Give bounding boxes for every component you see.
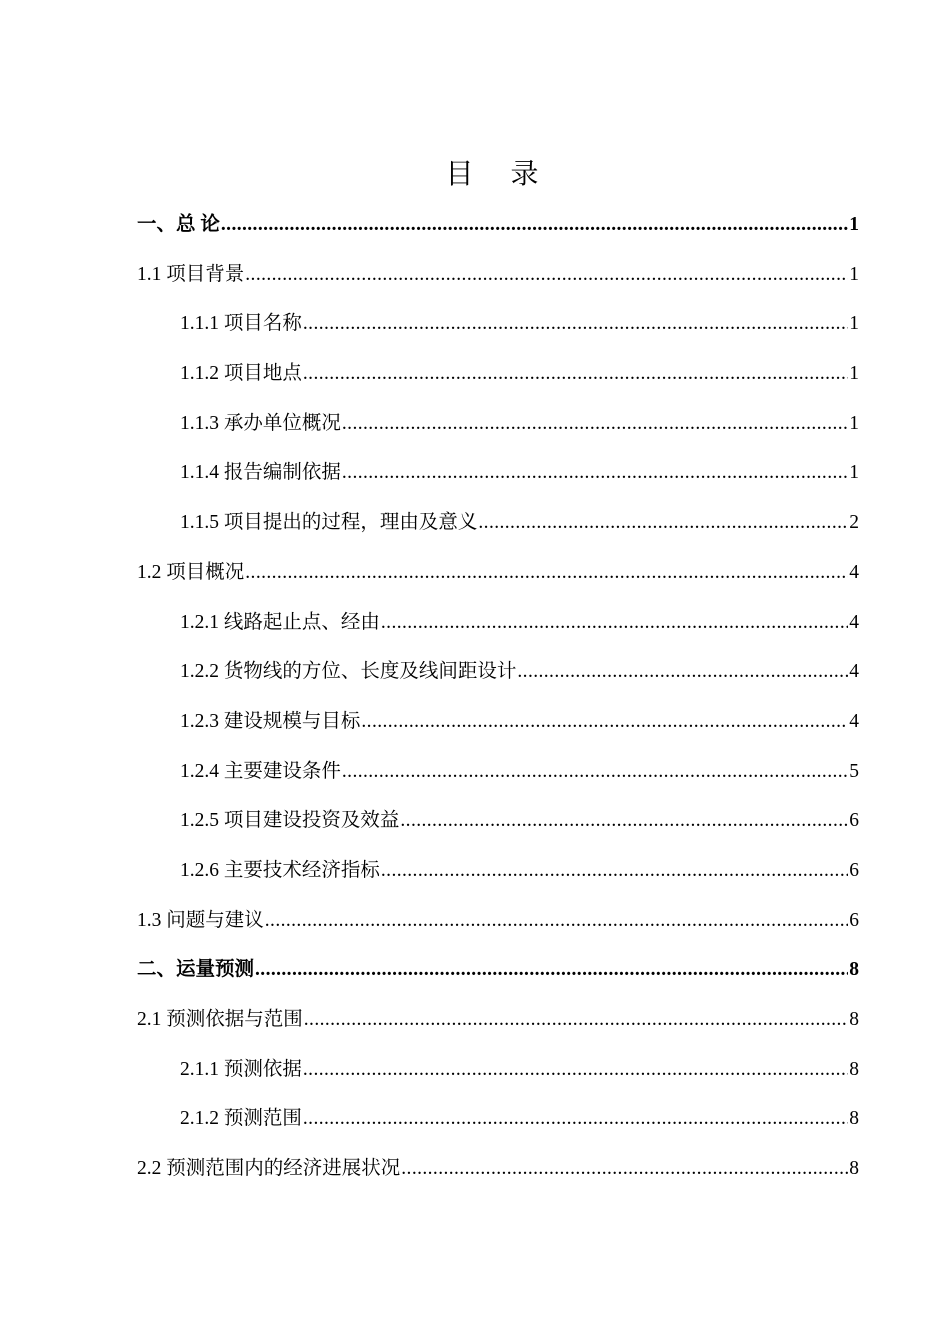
table-of-contents	[137, 200, 859, 1194]
toc-leader-dots	[342, 747, 848, 797]
toc-leader-dots	[304, 995, 848, 1045]
toc-entry[interactable]	[137, 1045, 859, 1095]
toc-entry[interactable]	[137, 250, 859, 300]
toc-entry-text: 2.1 预测依据与范围	[137, 1009, 303, 1030]
toc-entry[interactable]	[137, 945, 859, 995]
toc-entry-page-number: 6	[849, 810, 859, 832]
toc-entry-page-number: 5	[849, 760, 859, 782]
toc-leader-dots	[303, 349, 848, 399]
toc-leader-dots	[478, 498, 848, 548]
toc-entry[interactable]	[137, 747, 859, 797]
toc-entry-text: 1.1.4 报告编制依据	[180, 462, 341, 484]
toc-entry-page-number: 1	[849, 412, 859, 434]
toc-entry-text: 2.1.2 预测范围	[180, 1108, 302, 1130]
toc-entry[interactable]	[137, 200, 859, 250]
toc-leader-dots	[381, 598, 848, 648]
toc-leader-dots	[361, 697, 848, 747]
toc-entry-page-number: 2	[849, 512, 859, 534]
toc-leader-dots	[255, 945, 848, 995]
toc-leader-dots	[381, 846, 848, 896]
toc-entry[interactable]	[137, 548, 859, 598]
toc-entry[interactable]	[137, 796, 859, 846]
toc-entry-page-number: 1	[849, 462, 859, 484]
toc-leader-dots	[221, 200, 848, 250]
toc-entry-text: 1.2.6 主要技术经济指标	[180, 859, 380, 881]
toc-entry-page-number: 6	[849, 859, 859, 881]
toc-entry-text: 1.2.1 线路起止点、经由	[180, 611, 380, 633]
toc-leader-dots	[245, 250, 848, 300]
toc-entry[interactable]	[137, 448, 859, 498]
toc-entry-text: 1.2.2 货物线的方位、长度及线间距设计	[180, 661, 517, 683]
toc-entry-text: 2.1.1 预测依据	[180, 1058, 302, 1080]
toc-title: 目 录	[445, 157, 553, 190]
toc-entry-text: 1.1.2 项目地点	[180, 363, 302, 385]
toc-entry-text: 1.2.5 项目建设投资及效益	[180, 810, 400, 832]
toc-entry[interactable]	[137, 598, 859, 648]
toc-entry[interactable]	[137, 647, 859, 697]
toc-leader-dots	[401, 1144, 848, 1194]
toc-entry-page-number: 6	[849, 909, 859, 931]
toc-leader-dots	[245, 548, 848, 598]
toc-entry[interactable]	[137, 697, 859, 747]
toc-entry-text: 1.1.1 项目名称	[180, 313, 302, 335]
toc-entry-page-number: 8	[849, 959, 859, 981]
toc-leader-dots	[265, 896, 848, 946]
toc-entry-text: 1.1 项目背景	[137, 263, 245, 285]
toc-entry-text: 1.2.4 主要建设条件	[180, 760, 341, 782]
toc-entry-page-number: 8	[849, 1108, 859, 1130]
toc-entry-text: 1.1.3 承办单位概况	[180, 412, 341, 434]
toc-leader-dots	[400, 796, 848, 846]
toc-entry-page-number: 1	[849, 263, 859, 285]
toc-entry[interactable]	[137, 896, 859, 946]
toc-entry[interactable]	[137, 399, 859, 449]
toc-entry[interactable]	[137, 1094, 859, 1144]
toc-leader-dots	[303, 1094, 848, 1144]
toc-entry[interactable]	[137, 846, 859, 896]
toc-entry-page-number: 4	[849, 710, 859, 732]
toc-entry-page-number: 4	[849, 611, 859, 633]
toc-entry[interactable]	[137, 995, 859, 1045]
toc-entry-page-number: 1	[849, 214, 859, 235]
toc-leader-dots	[342, 399, 848, 449]
toc-entry-text: 1.3 问题与建议	[137, 909, 264, 931]
toc-entry-page-number: 1	[849, 363, 859, 385]
toc-entry-text: 二、运量预测	[137, 959, 255, 981]
toc-entry-page-number: 1	[849, 313, 859, 335]
toc-entry[interactable]	[137, 498, 859, 548]
toc-entry[interactable]	[137, 1144, 859, 1194]
toc-entry-text: 2.2 预测范围内的经济进展状况	[137, 1158, 401, 1180]
toc-entry-text: 1.2 项目概况	[137, 561, 245, 583]
toc-entry-page-number: 8	[849, 1058, 859, 1080]
toc-entry[interactable]	[137, 299, 859, 349]
toc-leader-dots	[517, 647, 848, 697]
toc-entry-text: 一、总 论	[137, 214, 220, 235]
toc-entry-page-number: 4	[849, 561, 859, 583]
toc-leader-dots	[303, 1045, 848, 1095]
toc-leader-dots	[303, 299, 848, 349]
toc-entry[interactable]	[137, 349, 859, 399]
toc-entry-page-number: 8	[849, 1009, 859, 1030]
toc-entry-text: 1.1.5 项目提出的过程，理由及意义	[180, 512, 478, 534]
toc-entry-text: 1.2.3 建设规模与目标	[180, 710, 361, 732]
toc-entry-page-number: 8	[849, 1158, 859, 1180]
toc-entry-page-number: 4	[849, 661, 859, 683]
toc-leader-dots	[342, 448, 848, 498]
